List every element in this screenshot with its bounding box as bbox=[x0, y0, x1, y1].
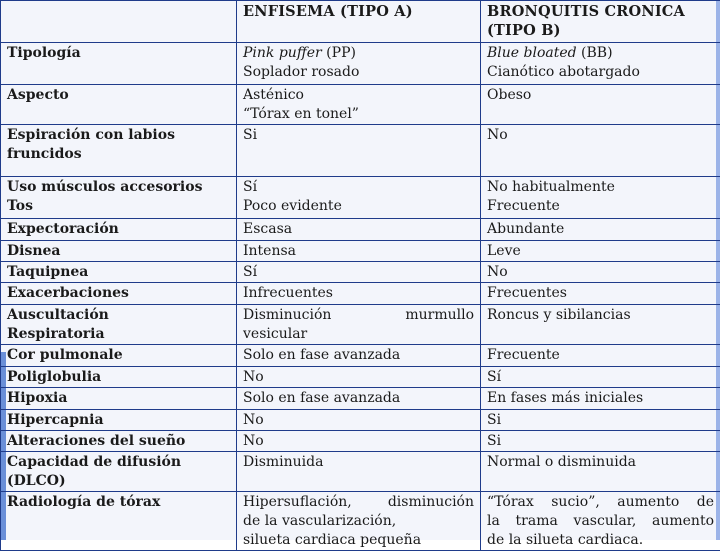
cell-text: Sí bbox=[243, 264, 257, 280]
table-row bbox=[1, 241, 720, 262]
table-row bbox=[1, 388, 720, 410]
cell-line bbox=[487, 493, 714, 512]
row-label-line: fruncidos bbox=[7, 145, 230, 164]
emphysema-cell bbox=[237, 177, 481, 219]
header-empty-cell bbox=[1, 1, 237, 43]
row-label-line: Uso músculos accesorios bbox=[7, 178, 230, 197]
cell-line bbox=[487, 346, 714, 365]
row-label-line: Aspecto bbox=[7, 86, 230, 105]
bronchitis-cell bbox=[481, 262, 720, 283]
cell-text: Disminución murmullo bbox=[243, 307, 474, 323]
cell-text: Disminuida bbox=[243, 454, 323, 470]
cell-line bbox=[243, 493, 474, 512]
cell-text: Si bbox=[243, 127, 257, 143]
emphysema-cell bbox=[237, 388, 481, 410]
cell-text: Abundante bbox=[487, 221, 564, 237]
emphysema-cell bbox=[237, 85, 481, 125]
cell-text: No habitualmente bbox=[487, 179, 615, 195]
cell-line bbox=[243, 197, 474, 216]
cell-text: Sí bbox=[487, 369, 501, 385]
table-body bbox=[1, 43, 720, 551]
row-label-line: Radiología de tórax bbox=[7, 493, 230, 512]
bronchitis-cell bbox=[481, 219, 720, 241]
cell-line bbox=[243, 453, 474, 472]
emphysema-cell bbox=[237, 367, 481, 388]
cell-line bbox=[487, 306, 714, 325]
row-label-line: (DLCO) bbox=[7, 472, 230, 491]
bronchitis-cell bbox=[481, 452, 720, 492]
cell-text: Sí bbox=[243, 179, 257, 195]
cell-line bbox=[487, 531, 714, 550]
cell-text: Escasa bbox=[243, 221, 292, 237]
row-label bbox=[1, 492, 237, 551]
cell-text: (BB) bbox=[577, 45, 613, 61]
cell-text: Roncus y sibilancias bbox=[487, 307, 631, 323]
cell-line bbox=[487, 242, 714, 261]
row-label bbox=[1, 367, 237, 388]
cell-line bbox=[243, 126, 474, 145]
cell-line bbox=[487, 453, 714, 472]
cell-line bbox=[243, 220, 474, 239]
emphysema-cell bbox=[237, 431, 481, 452]
bronchitis-cell bbox=[481, 43, 720, 85]
row-label-line: Expectoración bbox=[7, 220, 230, 239]
cell-line bbox=[243, 263, 474, 282]
bronchitis-cell bbox=[481, 345, 720, 367]
header-row bbox=[1, 1, 720, 43]
table-row bbox=[1, 125, 720, 177]
cell-line bbox=[243, 242, 474, 261]
emphysema-cell bbox=[237, 43, 481, 85]
bronchitis-cell bbox=[481, 431, 720, 452]
table-row bbox=[1, 492, 720, 551]
cell-line bbox=[243, 432, 474, 451]
cell-text: No bbox=[243, 412, 264, 428]
bronchitis-cell bbox=[481, 177, 720, 219]
emphysema-cell bbox=[237, 283, 481, 305]
table-row bbox=[1, 219, 720, 241]
cell-line bbox=[487, 512, 714, 531]
row-label bbox=[1, 262, 237, 283]
row-label bbox=[1, 125, 237, 177]
emphysema-cell bbox=[237, 410, 481, 431]
row-label-line: Tos bbox=[7, 197, 230, 216]
row-label-line: Cor pulmonale bbox=[7, 346, 230, 365]
emphysema-cell bbox=[237, 219, 481, 241]
cell-line bbox=[243, 411, 474, 430]
row-label-line: Hipoxia bbox=[7, 389, 230, 408]
cell-line bbox=[243, 44, 474, 63]
cell-line bbox=[487, 63, 714, 82]
row-label-line: Hipercapnia bbox=[7, 411, 230, 430]
bronchitis-cell bbox=[481, 388, 720, 410]
cell-text: Soplador rosado bbox=[243, 64, 359, 80]
table-row bbox=[1, 367, 720, 388]
row-label-line: Auscultación bbox=[7, 306, 230, 325]
row-label bbox=[1, 283, 237, 305]
emphysema-cell bbox=[237, 452, 481, 492]
cell-text: Poco evidente bbox=[243, 198, 342, 214]
cell-text: (PP) bbox=[322, 45, 356, 61]
cell-text: No bbox=[487, 264, 508, 280]
bronchitis-cell bbox=[481, 125, 720, 177]
cell-text: de la vascularización, bbox=[243, 513, 396, 529]
cell-text: Hipersuflación, disminución bbox=[243, 494, 474, 510]
cell-line bbox=[243, 325, 474, 344]
row-label bbox=[1, 452, 237, 492]
header-bronchitis bbox=[481, 1, 720, 43]
bronchitis-cell bbox=[481, 367, 720, 388]
emphysema-cell bbox=[237, 305, 481, 345]
table-row bbox=[1, 85, 720, 125]
cell-text: de la silueta cardiaca. bbox=[487, 532, 643, 548]
cell-text: Solo en fase avanzada bbox=[243, 347, 400, 363]
italic-term: Blue bloated bbox=[487, 45, 577, 61]
bronchitis-cell bbox=[481, 305, 720, 345]
row-label bbox=[1, 345, 237, 367]
cell-line bbox=[487, 432, 714, 451]
cell-line bbox=[243, 86, 474, 105]
row-label bbox=[1, 85, 237, 125]
cell-line bbox=[243, 346, 474, 365]
table-row bbox=[1, 43, 720, 85]
cell-text: silueta cardiaca pequeña bbox=[243, 532, 421, 548]
cell-line bbox=[243, 368, 474, 387]
cell-line bbox=[487, 263, 714, 282]
cell-text: No bbox=[243, 433, 264, 449]
cell-text: vesicular bbox=[243, 326, 307, 342]
row-label bbox=[1, 219, 237, 241]
cell-text: “Tórax en tonel” bbox=[243, 106, 359, 122]
cell-line bbox=[487, 86, 714, 105]
cell-line bbox=[487, 220, 714, 239]
row-label bbox=[1, 177, 237, 219]
cell-line bbox=[243, 63, 474, 82]
cell-line bbox=[243, 284, 474, 303]
bronchitis-cell bbox=[481, 410, 720, 431]
cell-line bbox=[487, 411, 714, 430]
table-row bbox=[1, 305, 720, 345]
header-emphysema-text: ENFISEMA (TIPO A) bbox=[243, 3, 413, 20]
cell-text: No bbox=[243, 369, 264, 385]
cell-line bbox=[243, 105, 474, 124]
row-label bbox=[1, 431, 237, 452]
cell-text: Si bbox=[487, 412, 501, 428]
row-label-line: Respiratoria bbox=[7, 325, 230, 344]
cell-line bbox=[243, 531, 474, 550]
cell-line bbox=[487, 44, 714, 63]
table-row bbox=[1, 410, 720, 431]
cell-text: Asténico bbox=[243, 87, 304, 103]
table-row bbox=[1, 452, 720, 492]
row-label-line: Taquipnea bbox=[7, 263, 230, 282]
row-label-line: Alteraciones del sueño bbox=[7, 432, 230, 451]
cell-line bbox=[243, 306, 474, 325]
cell-text: Normal o disminuida bbox=[487, 454, 636, 470]
bronchitis-cell bbox=[481, 492, 720, 551]
bronchitis-cell bbox=[481, 241, 720, 262]
row-label-line: Tipología bbox=[7, 44, 230, 63]
cell-text: la trama vascular, aumento bbox=[487, 513, 714, 529]
row-label bbox=[1, 388, 237, 410]
cell-line bbox=[487, 197, 714, 216]
row-label-line: Espiración con labios bbox=[7, 126, 230, 145]
bronchitis-cell bbox=[481, 283, 720, 305]
header-bronchitis-line2: (TIPO B) bbox=[487, 21, 714, 40]
cell-line bbox=[243, 389, 474, 408]
table-row bbox=[1, 262, 720, 283]
cell-text: Frecuente bbox=[487, 347, 560, 363]
header-bronchitis-line1: BRONQUITIS CRONICA bbox=[487, 2, 714, 21]
table-row bbox=[1, 431, 720, 452]
row-label bbox=[1, 305, 237, 345]
cell-line bbox=[487, 389, 714, 408]
cell-line bbox=[243, 178, 474, 197]
cell-text: Frecuentes bbox=[487, 285, 567, 301]
cell-text: Frecuente bbox=[487, 198, 560, 214]
emphysema-cell bbox=[237, 345, 481, 367]
cell-text: No bbox=[487, 127, 508, 143]
cell-text: Cianótico abotargado bbox=[487, 64, 640, 80]
cell-text: Infrecuentes bbox=[243, 285, 333, 301]
emphysema-cell bbox=[237, 492, 481, 551]
cell-line bbox=[487, 368, 714, 387]
cell-line bbox=[487, 284, 714, 303]
row-label-line: Capacidad de difusión bbox=[7, 453, 230, 472]
row-label-line: Exacerbaciones bbox=[7, 284, 230, 303]
cell-text: “Tórax sucio”, aumento de bbox=[487, 494, 714, 510]
table-row bbox=[1, 345, 720, 367]
emphysema-cell bbox=[237, 262, 481, 283]
row-label bbox=[1, 410, 237, 431]
cell-text: Si bbox=[487, 433, 501, 449]
cell-line bbox=[487, 126, 714, 145]
row-label bbox=[1, 241, 237, 262]
cell-text: Solo en fase avanzada bbox=[243, 390, 400, 406]
row-label bbox=[1, 43, 237, 85]
cell-text: Obeso bbox=[487, 87, 531, 103]
cell-text: Leve bbox=[487, 243, 521, 259]
cell-line bbox=[487, 178, 714, 197]
cell-line bbox=[243, 512, 474, 531]
header-emphysema bbox=[237, 1, 481, 43]
italic-term: Pink puffer bbox=[243, 45, 322, 61]
row-label-line: Poliglobulia bbox=[7, 368, 230, 387]
bronchitis-cell bbox=[481, 85, 720, 125]
emphysema-cell bbox=[237, 125, 481, 177]
emphysema-cell bbox=[237, 241, 481, 262]
cell-text: En fases más iniciales bbox=[487, 390, 643, 406]
table-row bbox=[1, 177, 720, 219]
table-row bbox=[1, 283, 720, 305]
row-label-line: Disnea bbox=[7, 242, 230, 261]
cell-text: Intensa bbox=[243, 243, 296, 259]
